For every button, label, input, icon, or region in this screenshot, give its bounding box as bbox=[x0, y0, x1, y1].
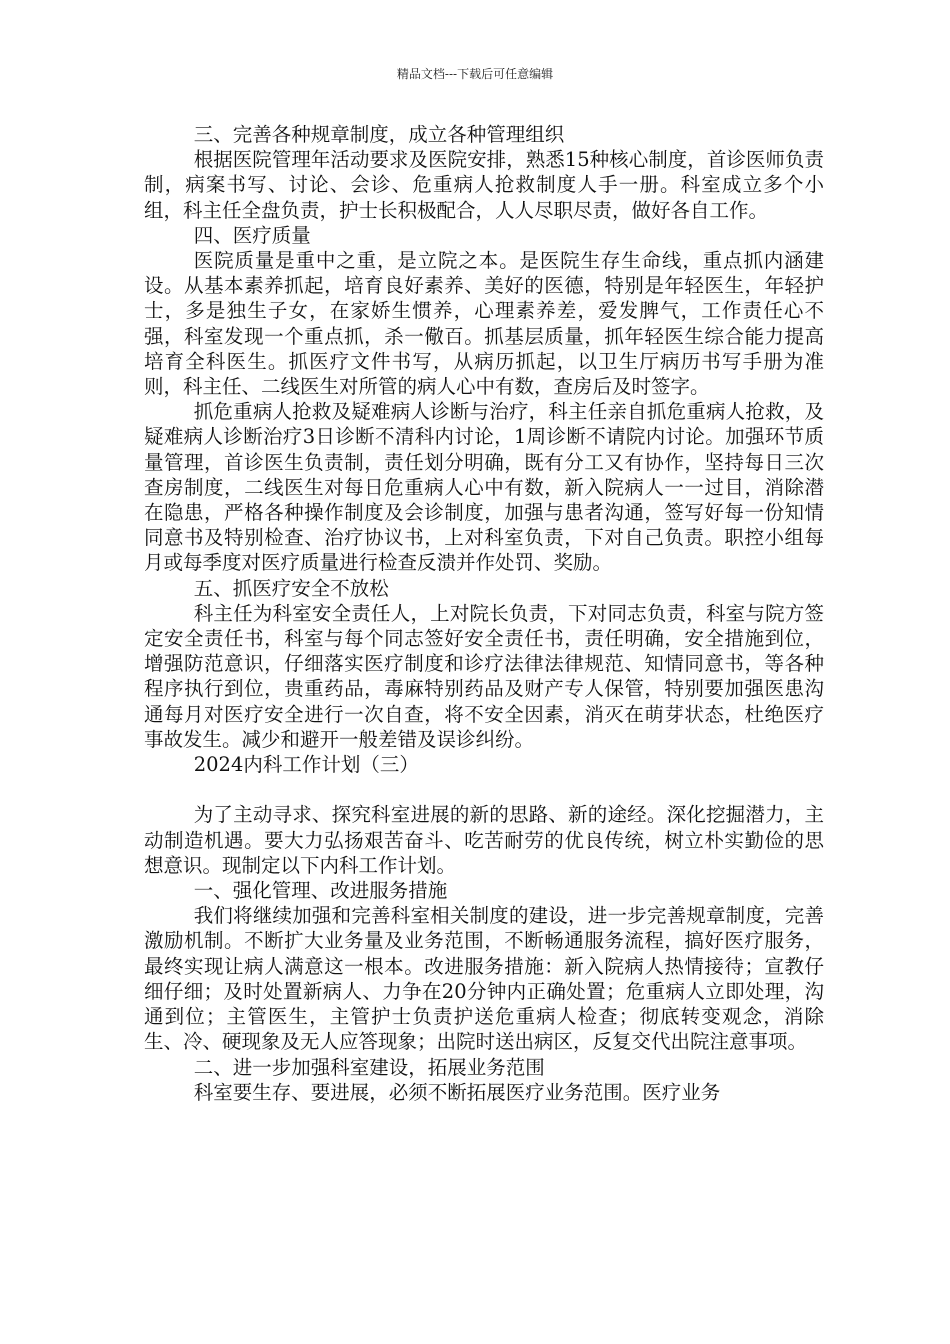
section-heading: 五、抓医疗安全不放松 bbox=[193, 576, 389, 600]
body-paragraph: 抓危重病人抢救及疑难病人诊断与治疗，科主任亲自抓危重病人抢救，及疑难病人诊断治疗3日诊断不清科内讨论，1周诊断不请院内讨论。加强环节质量管理，首诊医生负责制，责任划分明确，既有分工又有协作，坚持每日三次查房制度，二线医生对每日危重病人心中有数，新入院病人一一过目，消除潜在隐患，严格各种操作制度及会诊制度，加强与患者沟通，签写好每一份知情同意书及特别检查、治疗协议书，上对科室负责，下对自己负责。职控小组每月或每季度对医疗质量进行检查反溃并作处罚、奖励。 bbox=[144, 400, 824, 575]
body-paragraph: 我们将继续加强和完善科室相关制度的建设，进一步完善规章制度，完善激励机制。不断扩大业务量及业务范围，不断畅通服务流程，搞好医疗服务，最终实现让病人满意这一根本。改进服务措施：新入院病人热情接待；宣教仔细仔细；及时处置新病人、力争在20分钟内正确处置；危重病人立即处理，沟通到位；主管医生，主管护士负责护送危重病人检查；彻底转变观念，消除生、冷、硬现象及无人应答现象；出院时送出病区，反复交代出院注意事项。 bbox=[144, 904, 824, 1054]
body-paragraph: 根据医院管理年活动要求及医院安排，熟悉15种核心制度，首诊医师负责制，病案书写、讨论、会诊、危重病人抢救制度人手一册。科室成立多个小组，科主任全盘负责，护士长积极配合，人人尽职尽责，做好各自工作。 bbox=[144, 148, 824, 222]
body-paragraph: 医院质量是重中之重，是立院之本。是医院生存生命线，重点抓内涵建设。从基本素养抓起，培育良好素养、美好的医德，特别是年轻医生，年轻护士，多是独生子女，在家娇生惯养，心理素养差，爱发脾气，工作责任心不强，科室发现一个重点抓，杀一儆百。抓基层质量，抓年轻医生综合能力提高培育全科医生。抓医疗文件书写，从病历抓起，以卫生厅病历书写手册为准则，科主任、二线医生对所管的病人心中有数，查房后及时签字。 bbox=[144, 249, 824, 399]
section-heading: 三、完善各种规章制度，成立各种管理组织 bbox=[193, 123, 565, 146]
section-heading: 二、进一步加强科室建设，拓展业务范围 bbox=[193, 1055, 545, 1079]
blank-line bbox=[144, 777, 824, 802]
body-paragraph: 科室要生存、要进展，必须不断拓展医疗业务范围。医疗业务 bbox=[193, 1080, 721, 1104]
body-paragraph: 科主任为科室安全责任人，上对院长负责，下对同志负责，科室与院方签定安全责任书，科室与每个同志签好安全责任书，责任明确，安全措施到位，增强防范意识，仔细落实医疗制度和诊疗法律法律规范、知情同意书，等各种程序执行到位，贵重药品，毒麻特别药品及财产专人保管，特别要加强医患沟通每月对医疗安全进行一次自查，将不安全因素，消灭在萌芽状态，杜绝医疗事故发生。减少和避开一般差错及误诊纠纷。 bbox=[144, 601, 824, 751]
section-heading: 四、医疗质量 bbox=[193, 223, 311, 247]
document-body bbox=[144, 122, 824, 1105]
section-heading: 一、强化管理、改进服务措施 bbox=[193, 879, 448, 903]
document-title: 2024内科工作计划（三） bbox=[193, 753, 419, 777]
page-header: 精品文档---下载后可任意编辑 bbox=[396, 67, 554, 81]
body-paragraph: 为了主动寻求、探究科室进展的新的思路、新的途经。深化挖掘潜力，主动制造机遇。要大力弘扬艰苦奋斗、吃苦耐劳的优良传统，树立朴实勤俭的思想意识。现制定以下内科工作计划。 bbox=[144, 803, 824, 877]
